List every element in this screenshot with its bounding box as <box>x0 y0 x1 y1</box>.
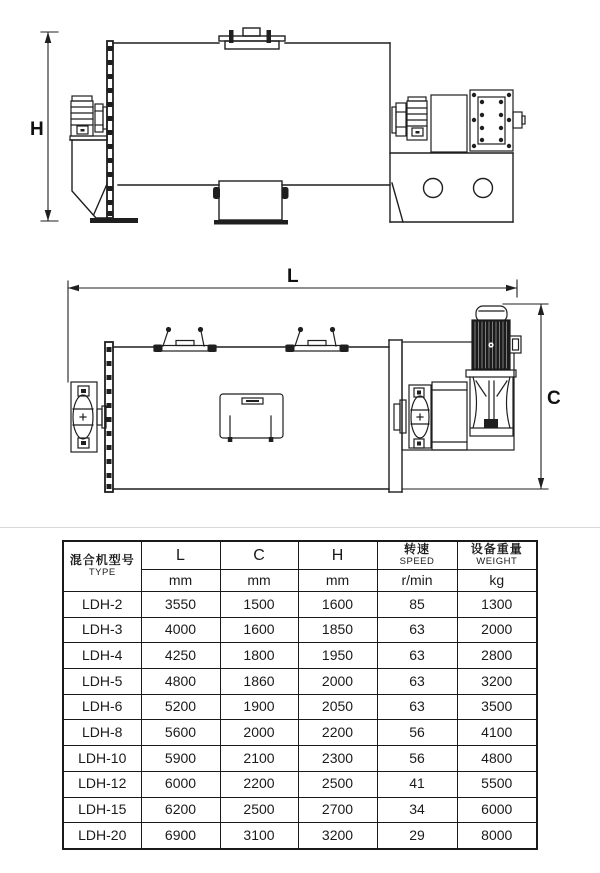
spec-value-cell: 2050 <box>298 694 377 720</box>
dimension-l <box>68 266 517 382</box>
spec-value-cell: 63 <box>377 669 457 695</box>
table-row <box>63 720 537 746</box>
spec-value-cell: 1900 <box>220 694 298 720</box>
spec-value-cell: 56 <box>377 720 457 746</box>
table-row <box>63 694 537 720</box>
weight-label-en: WEIGHT <box>476 555 518 567</box>
spec-value-cell: 63 <box>377 617 457 643</box>
discharge-hopper <box>70 140 138 223</box>
spec-value-cell: 1300 <box>457 592 537 618</box>
spec-value-cell: 3200 <box>457 669 537 695</box>
spec-value-cell: 4800 <box>457 746 537 772</box>
spec-value-cell: 2200 <box>298 720 377 746</box>
col-header-l: L <box>141 541 220 570</box>
model-cell: LDH-4 <box>63 643 141 669</box>
spec-value-cell: 2500 <box>298 771 377 797</box>
unit-h: mm <box>298 570 377 592</box>
spec-table-header <box>63 541 537 592</box>
table-row <box>63 592 537 618</box>
spec-value-cell: 3200 <box>298 823 377 849</box>
table-row <box>63 771 537 797</box>
spec-value-cell: 2300 <box>298 746 377 772</box>
left-drive-motor <box>70 96 107 140</box>
manhole-cover-plan-1 <box>154 327 217 352</box>
spec-value-cell: 1950 <box>298 643 377 669</box>
dim-label-h: H <box>30 119 44 140</box>
gearbox-plan <box>466 370 516 436</box>
mixer-body-plan <box>105 340 402 492</box>
manhole-cover-side <box>219 28 285 49</box>
type-label-cn: 混合机型号 <box>69 553 135 568</box>
unit-c: mm <box>220 570 298 592</box>
model-cell: LDH-2 <box>63 592 141 618</box>
spec-value-cell: 2000 <box>220 720 298 746</box>
drive-unit-side <box>392 90 525 152</box>
col-header-weight <box>457 541 537 570</box>
table-row <box>63 617 537 643</box>
spec-value-cell: 6900 <box>141 823 220 849</box>
plan-view-drawing <box>0 258 600 520</box>
unit-speed: r/min <box>377 570 457 592</box>
spec-value-cell: 41 <box>377 771 457 797</box>
spec-value-cell: 2200 <box>220 771 298 797</box>
section-divider <box>0 527 600 528</box>
model-cell: LDH-10 <box>63 746 141 772</box>
spec-value-cell: 5200 <box>141 694 220 720</box>
spec-value-cell: 2000 <box>457 617 537 643</box>
col-header-h: H <box>298 541 377 570</box>
spec-value-cell: 56 <box>377 746 457 772</box>
spec-value-cell: 2800 <box>457 643 537 669</box>
spec-value-cell: 5500 <box>457 771 537 797</box>
spec-value-cell: 4800 <box>141 669 220 695</box>
model-cell: LDH-8 <box>63 720 141 746</box>
drive-pedestal <box>390 153 513 222</box>
spec-value-cell: 63 <box>377 694 457 720</box>
spec-value-cell: 3550 <box>141 592 220 618</box>
bottom-discharge-door <box>213 181 289 225</box>
spec-value-cell: 1860 <box>220 669 298 695</box>
header-row-1 <box>63 541 537 570</box>
weight-label-cn: 设备重量 <box>470 542 523 557</box>
model-cell: LDH-15 <box>63 797 141 823</box>
spec-value-cell: 2700 <box>298 797 377 823</box>
spec-value-cell: 6000 <box>141 771 220 797</box>
spec-table <box>62 540 538 850</box>
inspection-door <box>220 394 283 442</box>
speed-label-cn: 转速 <box>403 542 430 557</box>
spec-value-cell: 3100 <box>220 823 298 849</box>
spec-value-cell: 4250 <box>141 643 220 669</box>
spec-value-cell: 4100 <box>457 720 537 746</box>
col-header-type <box>63 541 141 592</box>
spec-value-cell: 5600 <box>141 720 220 746</box>
model-cell: LDH-6 <box>63 694 141 720</box>
model-cell: LDH-20 <box>63 823 141 849</box>
spec-value-cell: 85 <box>377 592 457 618</box>
model-cell: LDH-3 <box>63 617 141 643</box>
table-row <box>63 669 537 695</box>
side-view-drawing <box>0 0 600 252</box>
dim-label-l: L <box>287 266 299 287</box>
spec-value-cell: 5900 <box>141 746 220 772</box>
spec-value-cell: 1500 <box>220 592 298 618</box>
spec-value-cell: 1800 <box>220 643 298 669</box>
spec-value-cell: 1600 <box>220 617 298 643</box>
table-row <box>63 746 537 772</box>
end-flange-bolts <box>108 46 113 216</box>
spec-table-body <box>63 592 537 849</box>
left-bearing <box>71 382 106 452</box>
end-flange-bolts-plan <box>107 347 112 489</box>
unit-l: mm <box>141 570 220 592</box>
spec-value-cell: 29 <box>377 823 457 849</box>
spec-value-cell: 4000 <box>141 617 220 643</box>
model-cell: LDH-5 <box>63 669 141 695</box>
spec-value-cell: 1850 <box>298 617 377 643</box>
spec-value-cell: 1600 <box>298 592 377 618</box>
mixer-body-side <box>107 41 390 222</box>
speed-label-en: SPEED <box>399 555 435 567</box>
spec-value-cell: 2100 <box>220 746 298 772</box>
spec-value-cell: 2000 <box>298 669 377 695</box>
table-row <box>63 823 537 849</box>
table-row <box>63 797 537 823</box>
dimension-h <box>30 32 58 221</box>
dim-label-c: C <box>547 388 561 409</box>
unit-weight: kg <box>457 570 537 592</box>
model-cell: LDH-12 <box>63 771 141 797</box>
type-label-en: TYPE <box>88 566 116 578</box>
spec-value-cell: 8000 <box>457 823 537 849</box>
spec-value-cell: 63 <box>377 643 457 669</box>
spec-value-cell: 6000 <box>457 797 537 823</box>
table-row <box>63 643 537 669</box>
spec-value-cell: 34 <box>377 797 457 823</box>
spec-value-cell: 3500 <box>457 694 537 720</box>
manhole-cover-plan-2 <box>286 327 349 352</box>
spec-value-cell: 6200 <box>141 797 220 823</box>
spec-value-cell: 2500 <box>220 797 298 823</box>
col-header-c: C <box>220 541 298 570</box>
col-header-speed <box>377 541 457 570</box>
